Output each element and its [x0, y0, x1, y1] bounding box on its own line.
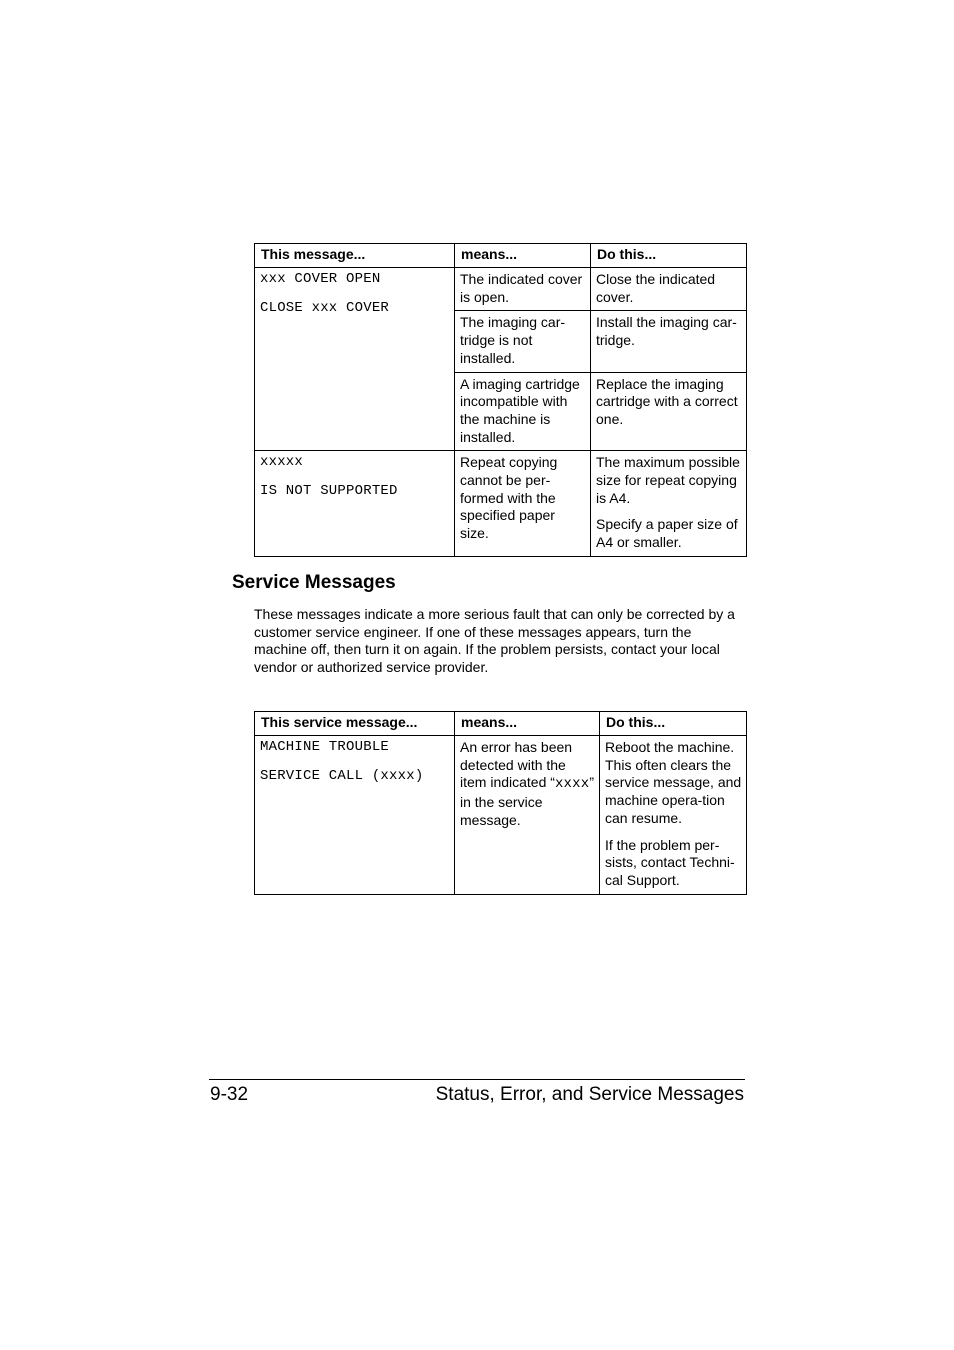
message-code-line: SERVICE CALL (xxxx)	[260, 768, 424, 784]
chapter-title: Status, Error, and Service Messages	[435, 1084, 744, 1105]
do-this-paragraph: Specify a paper size of A4 or smaller.	[596, 516, 738, 551]
page-number: 9-32	[210, 1084, 249, 1105]
message-cell	[255, 451, 455, 557]
message-code-line: IS NOT SUPPORTED	[260, 483, 398, 500]
message-code-line: MACHINE TROUBLE	[260, 739, 390, 755]
table-row	[255, 451, 747, 557]
do-this-cell	[600, 736, 747, 895]
do-this-paragraph: The maximum possible size for repeat copying is A4.	[596, 454, 740, 506]
means-cell: A imaging cartridge incompatible with the machine is installed.	[455, 372, 591, 451]
means-code: xxxx	[554, 776, 590, 793]
do-this-cell	[591, 451, 747, 557]
table-row	[255, 268, 747, 311]
column-header-message: This service message...	[255, 712, 455, 736]
do-this-paragraph: If the problem per-sists, contact Techni-cal Support.	[605, 836, 735, 888]
table-header-row	[255, 712, 747, 736]
message-code-line: xxx COVER OPEN	[260, 271, 381, 287]
do-this-paragraph: Reboot the machine. This often clears the service message, and machine opera-tion can resume.	[605, 739, 742, 826]
message-code-line: xxxxx	[260, 454, 304, 471]
do-this-cell: Install the imaging car-tridge.	[591, 311, 747, 372]
means-cell: The imaging car-tridge is not installed.	[455, 311, 591, 372]
section-intro-paragraph: These messages indicate a more serious fault that can only be corrected by a customer service engineer. If one of these messages appears, turn the machine off, then turn it on again. If the problem persists, contact your local vendor or authorized service provider.	[254, 606, 735, 676]
do-this-cell: Close the indicated cover.	[591, 268, 747, 311]
column-header-means: means...	[455, 712, 600, 736]
service-messages-table	[254, 711, 747, 895]
section-heading: Service Messages	[232, 572, 396, 593]
message-cell	[255, 736, 455, 895]
means-text: ” in the service message.	[460, 774, 595, 828]
table-row	[255, 736, 747, 895]
message-cell	[255, 268, 455, 451]
column-header-means: means...	[455, 244, 591, 268]
means-text: An error has been detected with the item indicated “	[460, 739, 573, 791]
table-header-row	[255, 244, 747, 268]
column-header-do-this: Do this...	[600, 712, 747, 736]
footer-divider	[209, 1079, 745, 1080]
column-header-message: This message...	[255, 244, 455, 268]
means-cell	[455, 736, 600, 895]
means-cell: Repeat copying cannot be per-formed with the specified paper size.	[455, 451, 591, 557]
status-messages-table	[254, 243, 747, 557]
column-header-do-this: Do this...	[591, 244, 747, 268]
means-cell: The indicated cover is open.	[455, 268, 591, 311]
message-code-line: CLOSE xxx COVER	[260, 300, 390, 316]
do-this-cell: Replace the imaging cartridge with a correct one.	[591, 372, 747, 451]
